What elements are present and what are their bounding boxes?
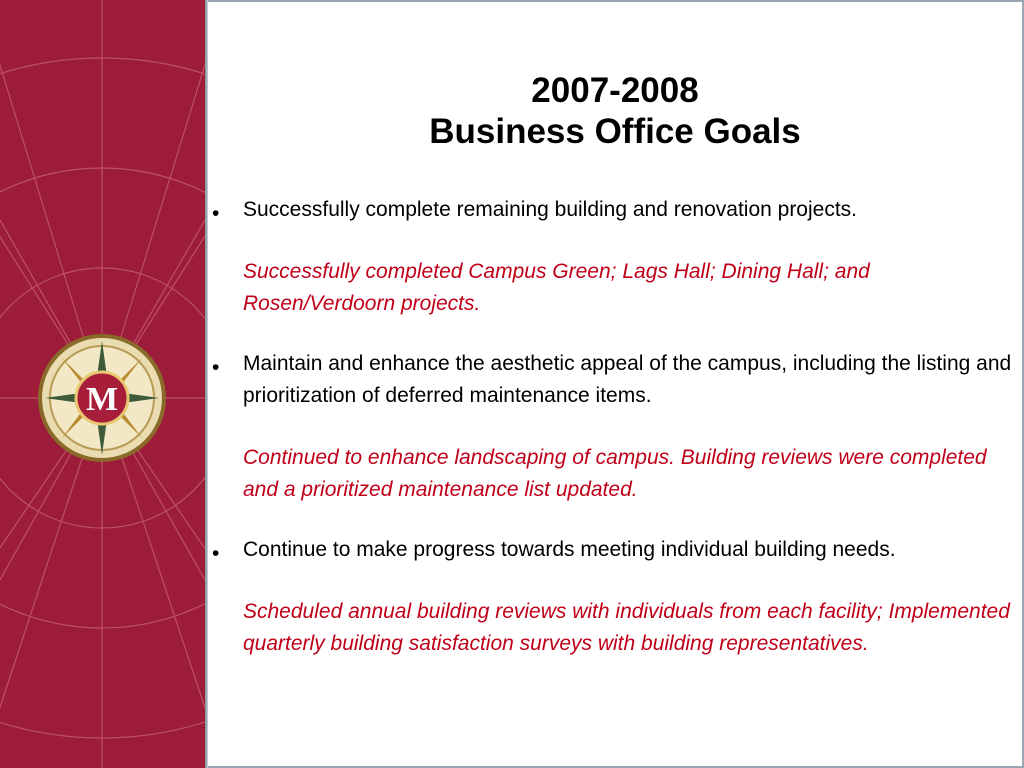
top-border-line (208, 0, 1024, 2)
goal-result: Successfully completed Campus Green; Lags Hall; Dining Hall; and Rosen/Verdoorn projects. (243, 260, 870, 315)
title-year: 2007-2008 (531, 71, 699, 110)
band-edge-divider (205, 0, 208, 768)
goal-text: Maintain and enhance the aesthetic appeal of the campus, including the listing and prioritization of deferred maintenance items. (243, 352, 1012, 407)
bullet-dot: • (212, 542, 220, 565)
goals-list (212, 190, 1020, 688)
goal-result: Continued to enhance landscaping of campus. Building reviews were completed and a prioritized maintenance list updated. (243, 446, 987, 501)
goal-item (212, 534, 1020, 660)
goal-result: Scheduled annual building reviews with individuals from each facility; Implemented quarterly building satisfaction surveys with building representatives. (243, 600, 1010, 655)
goal-text: Successfully complete remaining building and renovation projects. (243, 198, 858, 221)
title-heading: Business Office Goals (429, 112, 801, 151)
goal-item (212, 348, 1020, 506)
compass-emblem-icon (35, 331, 169, 465)
goal-text: Continue to make progress towards meeting individual building needs. (243, 538, 896, 561)
slide-title (300, 70, 930, 152)
goal-item (212, 194, 1020, 320)
bullet-dot: • (212, 202, 220, 225)
svg-text:M: M (85, 381, 119, 418)
bullet-dot: • (212, 356, 220, 379)
